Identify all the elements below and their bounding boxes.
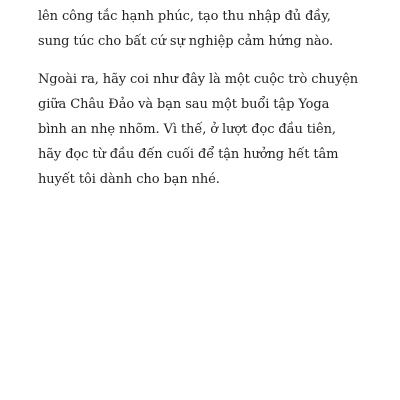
- paragraph-reading-note: Ngoài ra, hãy coi như đây là một cuộc trò chuyện giữa Châu Đảo và bạn sau một buổi tập Yoga bình an nhẹ nhõm. Vì thế, ở lượt đọc đầu tiên, hãy đọc từ đầu đến cuối để tận hưởng hết tâm huyết tôi dành cho bạn nhé.: [38, 72, 359, 187]
- paragraph-continuation: lên công tắc hạnh phúc, tạo thu nhập đủ đầy, sung túc cho bất cứ sự nghiệp cảm hứng nào.: [38, 9, 334, 49]
